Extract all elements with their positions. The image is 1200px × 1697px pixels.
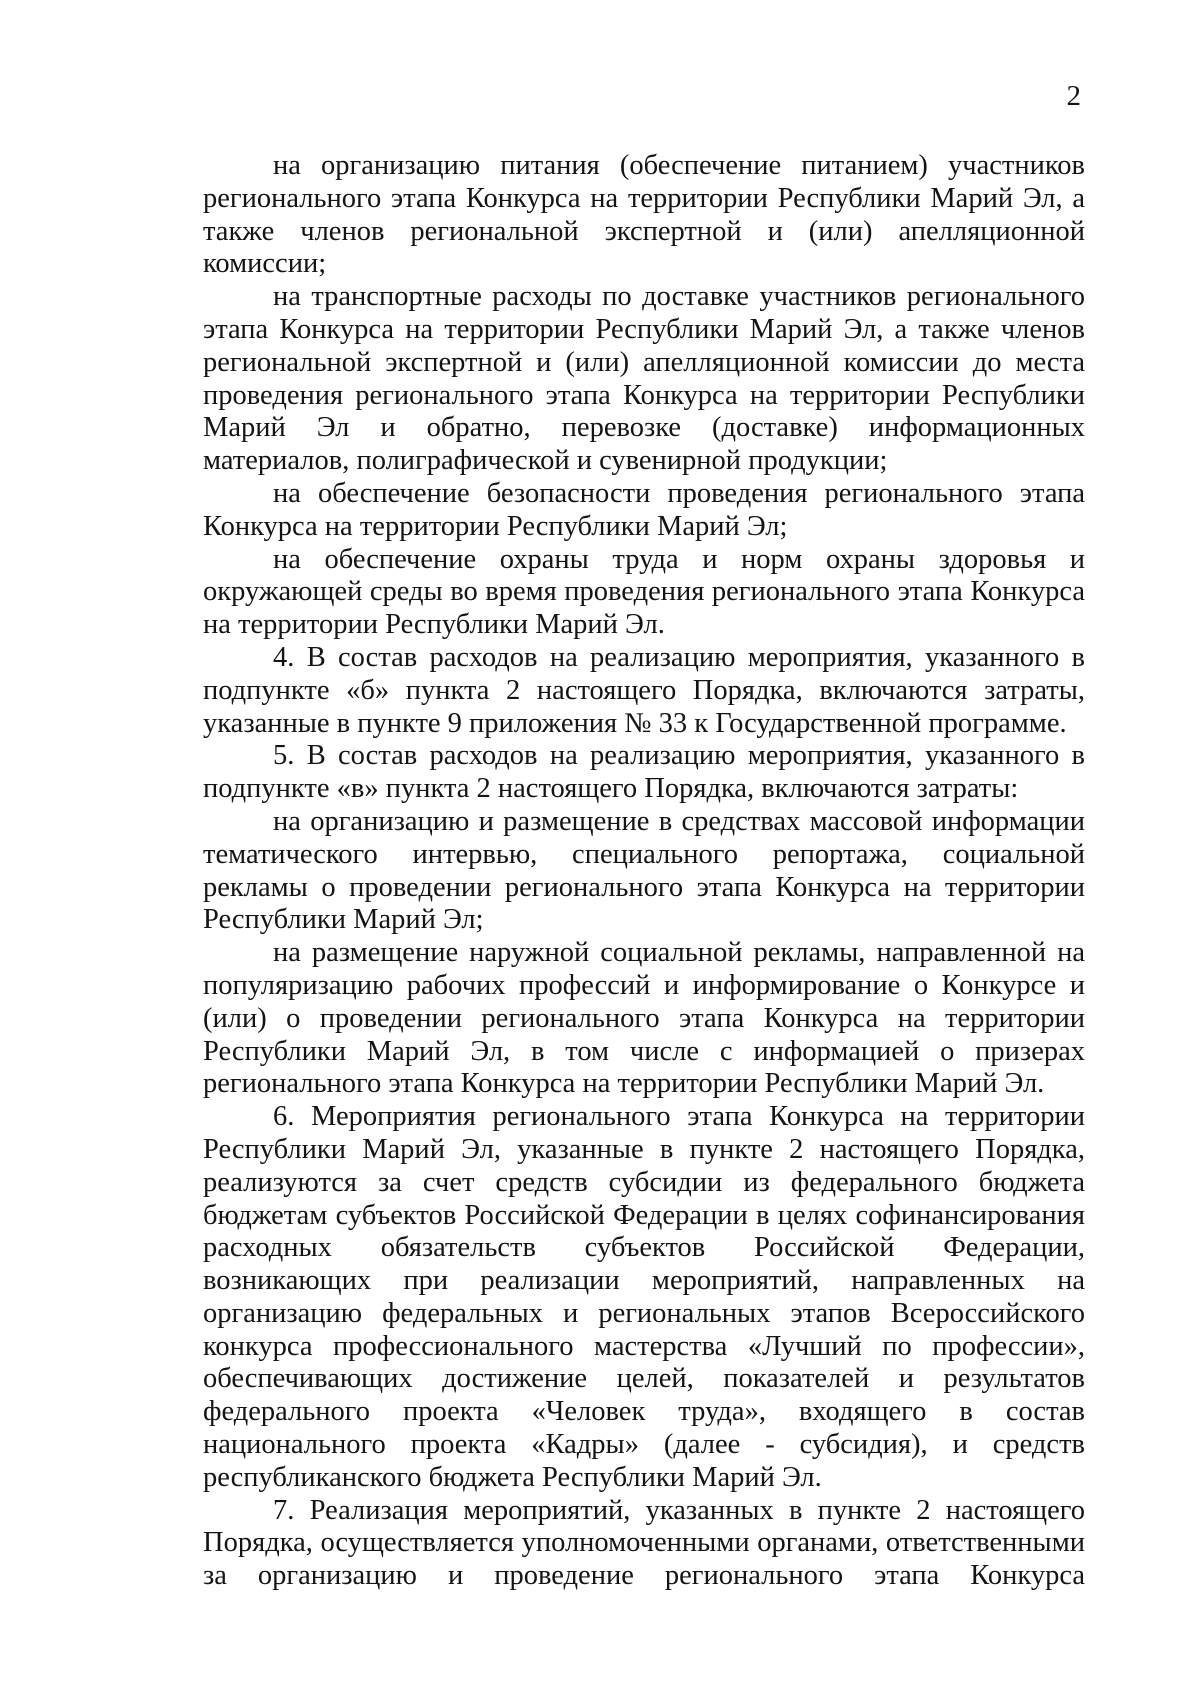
document-body: [203, 150, 1085, 1593]
paragraph-catering: на организацию питания (обеспечение питанием) участников регионального этапа Конкурса на территории Республики Марий Эл, а также членов региональной экспертной и (или) апелляционной комиссии;: [203, 150, 1085, 280]
paragraph-outdoor-ads: на размещение наружной социальной рекламы, направленной на популяризацию рабочих профессий и информирование о Конкурсе и (или) о проведении регионального этапа Конкурса на территории Республики Марий Эл, в том числе с информацией о призерах регионального этапа Конкурса на территории Республики Марий Эл.: [203, 937, 1085, 1100]
paragraph-item-6: 6. Мероприятия регионального этапа Конкурса на территории Республики Марий Эл, указанные в пункте 2 настоящего Порядка, реализуются за счет средств субсидии из федерального бюджета бюджетам субъектов Российской Федерации в целях софинансирования расходных обязательств субъектов Российской Федерации, возникающих при реализации мероприятий, направленных на организацию федеральных и региональных этапов Всероссийского конкурса профессионального мастерства «Лучший по профессии», обеспечивающих достижение целей, показателей и результатов федерального проекта «Человек труда», входящего в состав национального проекта «Кадры» (далее - субсидия), и средств республиканского бюджета Республики Марий Эл.: [203, 1101, 1085, 1493]
paragraph-item-7: 7. Реализация мероприятий, указанных в пункте 2 настоящего Порядка, осуществляется уполномоченными органами, ответственными за организацию и проведение регионального этапа Конкурса: [203, 1494, 1085, 1592]
page-number: 2: [1066, 80, 1081, 112]
paragraph-labor-protection: на обеспечение охраны труда и норм охраны здоровья и окружающей среды во время проведения регионального этапа Конкурса на территории Республики Марий Эл.: [203, 543, 1085, 641]
paragraph-item-4: 4. В состав расходов на реализацию мероприятия, указанного в подпункте «б» пункта 2 настоящего Порядка, включаются затраты, указанные в пункте 9 приложения № 33 к Государственной программе.: [203, 641, 1085, 739]
paragraph-security: на обеспечение безопасности проведения регионального этапа Конкурса на территории Республики Марий Эл;: [203, 477, 1085, 542]
paragraph-media: на организацию и размещение в средствах массовой информации тематического интервью, специального репортажа, социальной рекламы о проведении регионального этапа Конкурса на территории Республики Марий Эл;: [203, 805, 1085, 936]
paragraph-item-5: 5. В состав расходов на реализацию мероприятия, указанного в подпункте «в» пункта 2 настоящего Порядка, включаются затраты:: [203, 740, 1085, 805]
paragraph-transport: на транспортные расходы по доставке участников регионального этапа Конкурса на территории Республики Марий Эл, а также членов региональной экспертной и (или) апелляционной комиссии до места проведения регионального этапа Конкурса на территории Республики Марий Эл и обратно, перевозке (доставке) информационных материалов, полиграфической и сувенирной продукции;: [203, 281, 1085, 477]
